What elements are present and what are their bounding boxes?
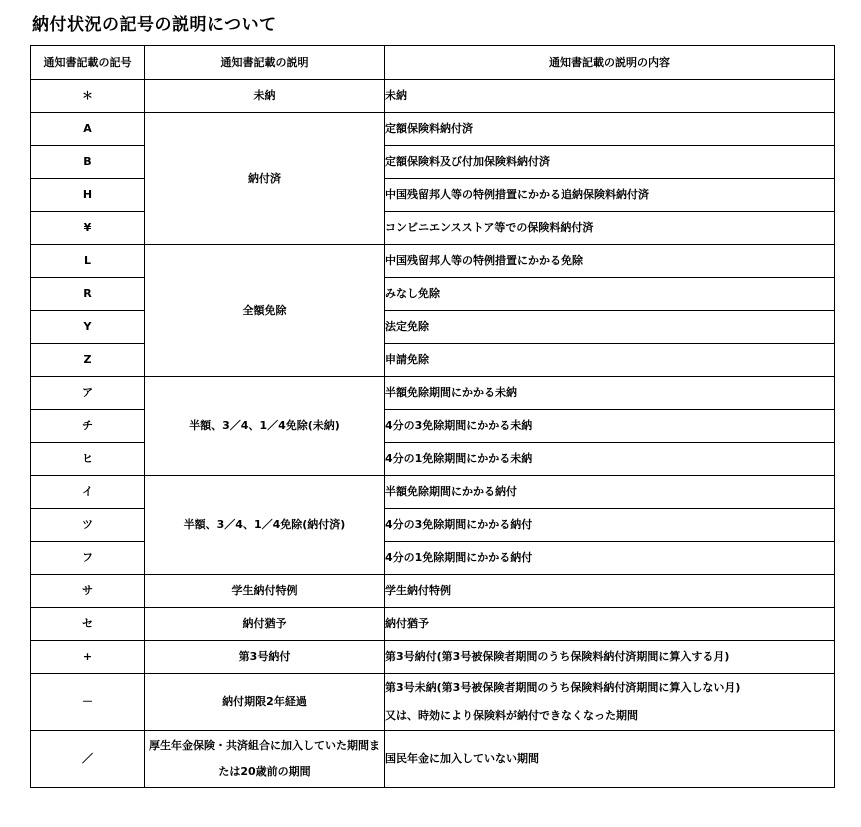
symbol-cell: ツ xyxy=(31,509,145,542)
category-cell: 全額免除 xyxy=(145,245,385,377)
detail-cell xyxy=(385,674,835,731)
table-row xyxy=(31,575,835,608)
table-row xyxy=(31,476,835,509)
payment-status-legend-table xyxy=(30,45,835,788)
table-row xyxy=(31,377,835,410)
category-cell: 半額、3／4、1／4免除(納付済) xyxy=(145,476,385,575)
detail-cell: 納付猶予 xyxy=(385,608,835,641)
table-row xyxy=(31,80,835,113)
symbol-cell: ¥ xyxy=(31,212,145,245)
detail-cell: みなし免除 xyxy=(385,278,835,311)
symbol-cell: セ xyxy=(31,608,145,641)
symbol-cell: Y xyxy=(31,311,145,344)
detail-cell: 未納 xyxy=(385,80,835,113)
symbol-cell: チ xyxy=(31,410,145,443)
column-header-code: 通知書記載の記号 xyxy=(31,46,145,80)
detail-cell: 申請免除 xyxy=(385,344,835,377)
detail-cell: 4分の3免除期間にかかる未納 xyxy=(385,410,835,443)
category-cell: 学生納付特例 xyxy=(145,575,385,608)
detail-cell: 国民年金に加入していない期間 xyxy=(385,731,835,788)
symbol-cell: + xyxy=(31,641,145,674)
symbol-cell: ヒ xyxy=(31,443,145,476)
detail-cell: 第3号納付(第3号被保険者期間のうち保険料納付済期間に算入する月) xyxy=(385,641,835,674)
symbol-cell: － xyxy=(31,674,145,731)
table-row xyxy=(31,731,835,788)
legend-body xyxy=(31,80,835,788)
header-row xyxy=(31,46,835,80)
symbol-cell: イ xyxy=(31,476,145,509)
detail-line: 第3号未納(第3号被保険者期間のうち保険料納付済期間に算入しない月) xyxy=(385,681,741,694)
symbol-cell: ／ xyxy=(31,731,145,788)
symbol-cell: サ xyxy=(31,575,145,608)
symbol-cell: Z xyxy=(31,344,145,377)
symbol-cell: ＊ xyxy=(31,80,145,113)
symbol-cell: フ xyxy=(31,542,145,575)
table-row xyxy=(31,245,835,278)
detail-cell: 学生納付特例 xyxy=(385,575,835,608)
category-cell: 納付猶予 xyxy=(145,608,385,641)
detail-cell: 定額保険料納付済 xyxy=(385,113,835,146)
detail-cell: 定額保険料及び付加保険料納付済 xyxy=(385,146,835,179)
category-cell: 半額、3／4、1／4免除(未納) xyxy=(145,377,385,476)
detail-line: 又は、時効により保険料が納付できなくなった期間 xyxy=(385,709,638,722)
detail-cell: 中国残留邦人等の特例措置にかかる追納保険料納付済 xyxy=(385,179,835,212)
symbol-cell: B xyxy=(31,146,145,179)
detail-cell: 4分の1免除期間にかかる未納 xyxy=(385,443,835,476)
detail-cell: 半額免除期間にかかる納付 xyxy=(385,476,835,509)
detail-cell: 4分の3免除期間にかかる納付 xyxy=(385,509,835,542)
page-title: 納付状況の記号の説明について xyxy=(32,15,277,35)
detail-cell: 4分の1免除期間にかかる納付 xyxy=(385,542,835,575)
symbol-cell: R xyxy=(31,278,145,311)
column-header-category: 通知書記載の説明 xyxy=(145,46,385,80)
table-row xyxy=(31,674,835,731)
category-cell: 第3号納付 xyxy=(145,641,385,674)
table-row xyxy=(31,608,835,641)
category-cell: 納付済 xyxy=(145,113,385,245)
category-cell: 厚生年金保険・共済組合に加入していた期間または20歳前の期間 xyxy=(145,731,385,788)
detail-cell: 法定免除 xyxy=(385,311,835,344)
detail-cell: コンビニエンスストア等での保険料納付済 xyxy=(385,212,835,245)
symbol-cell: A xyxy=(31,113,145,146)
detail-cell: 中国残留邦人等の特例措置にかかる免除 xyxy=(385,245,835,278)
category-cell: 未納 xyxy=(145,80,385,113)
symbol-cell: L xyxy=(31,245,145,278)
table-row xyxy=(31,641,835,674)
column-header-detail: 通知書記載の説明の内容 xyxy=(385,46,835,80)
table-row xyxy=(31,113,835,146)
category-cell: 納付期限2年経過 xyxy=(145,674,385,731)
symbol-cell: ア xyxy=(31,377,145,410)
symbol-cell: H xyxy=(31,179,145,212)
detail-cell: 半額免除期間にかかる未納 xyxy=(385,377,835,410)
